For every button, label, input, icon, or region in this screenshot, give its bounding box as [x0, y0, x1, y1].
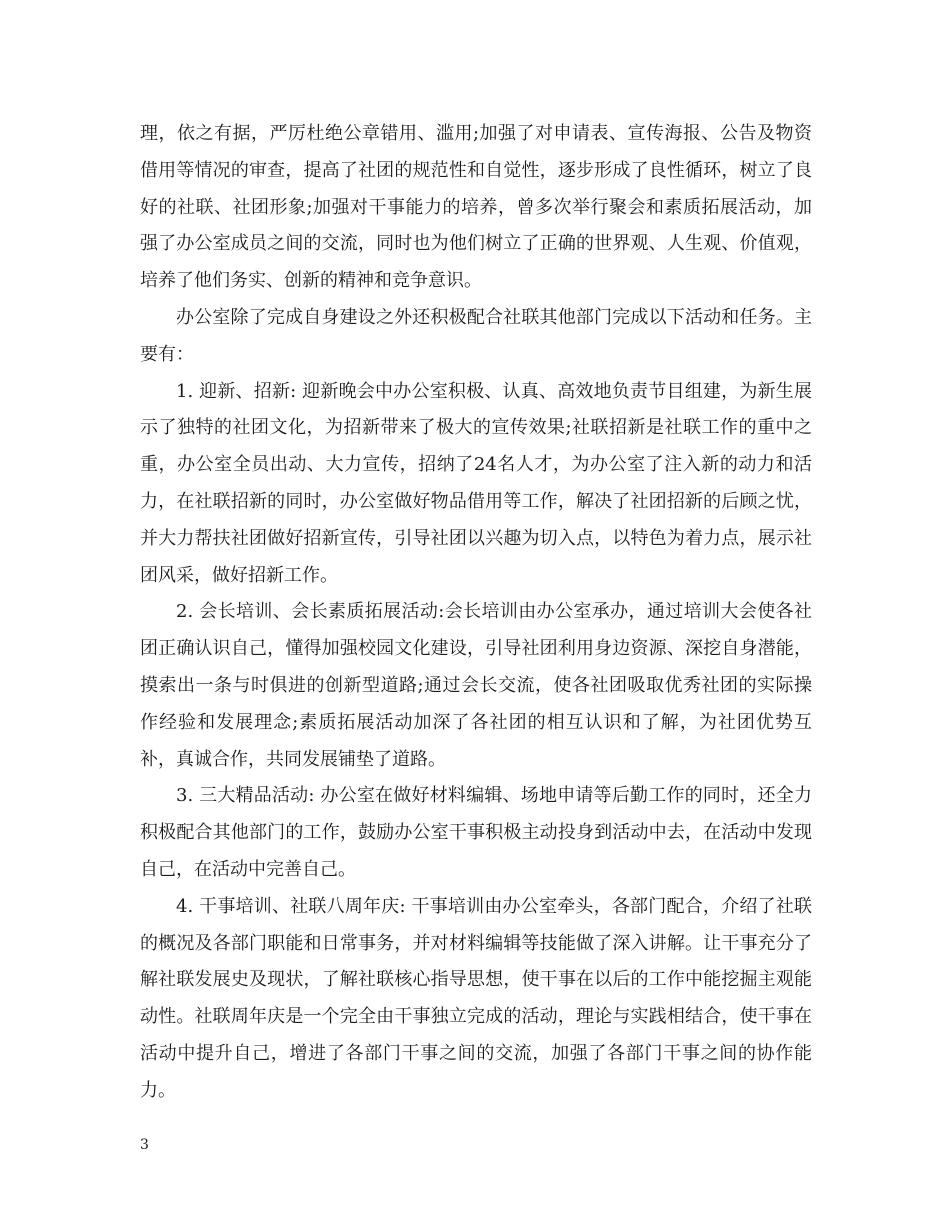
paragraph-item-2: 2. 会长培训、会长素质拓展活动:会长培训由办公室承办，通过培训大会使各社团正确认识自己，懂得加强校园文化建设，引导社团利用身边资源、深挖自身潜能，摸索出一条与时俱进的创新型道路;通过会长交流，使各社团吸取优秀社团的实际操作经验和发展理念;素质拓展活动加深了各社团的相互认识和了解，为社团优势互补，真诚合作，共同发展铺垫了道路。 — [140, 601, 812, 770]
paragraph-item-4: 4. 干事培训、社联八周年庆: 干事培训由办公室牵头，各部门配合，介绍了社联的概况及各部门职能和日常事务，并对材料编辑等技能做了深入讲解。让干事充分了解社联发展史及现状，了解社联核心指导思想，使干事在以后的工作中能挖掘主观能动性。社联周年庆是一个完全由干事独立完成的活动，理论与实践相结合，使干事在活动中提升自己，增进了各部门干事之间的交流，加强了各部门干事之间的协作能力。 — [140, 895, 812, 1101]
paragraph-intro: 办公室除了完成自身建设之外还积极配合社联其他部门完成以下活动和任务。主要有： — [140, 306, 812, 365]
paragraph-item-3: 3. 三大精品活动: 办公室在做好材料编辑、场地申请等后勤工作的同时，还全力积极配合其他部门的工作，鼓励办公室干事积极主动投身到活动中去，在活动中发现自己，在活动中完善自己。 — [140, 785, 812, 880]
paragraph-item-1: 1. 迎新、招新: 迎新晚会中办公室积极、认真、高效地负责节目组建，为新生展示了独特的社团文化，为招新带来了极大的宣传效果;社联招新是社联工作的重中之重，办公室全员出动、大力宣传，招纳了24名人才，为办公室了注入新的动力和活力，在社联招新的同时，办公室做好物品借用等工作，解决了社团招新的后顾之忧，并大力帮扶社团做好招新宣传，引导社团以兴趣为切入点，以特色为着力点，展示社团风采，做好招新工作。 — [140, 380, 812, 586]
page-number: 3 — [140, 1137, 149, 1153]
paragraph-continuation: 理，依之有据，严厉杜绝公章错用、滥用;加强了对申请表、宣传海报、公告及物资借用等情况的审查，提高了社团的规范性和自觉性，逐步形成了良性循环，树立了良好的社联、社团形象;加强对干事能力的培养，曾多次举行聚会和素质拓展活动，加强了办公室成员之间的交流，同时也为他们树立了正确的世界观、人生观、价值观，培养了他们务实、创新的精神和竞争意识。 — [140, 123, 812, 292]
document-body — [140, 116, 812, 1110]
